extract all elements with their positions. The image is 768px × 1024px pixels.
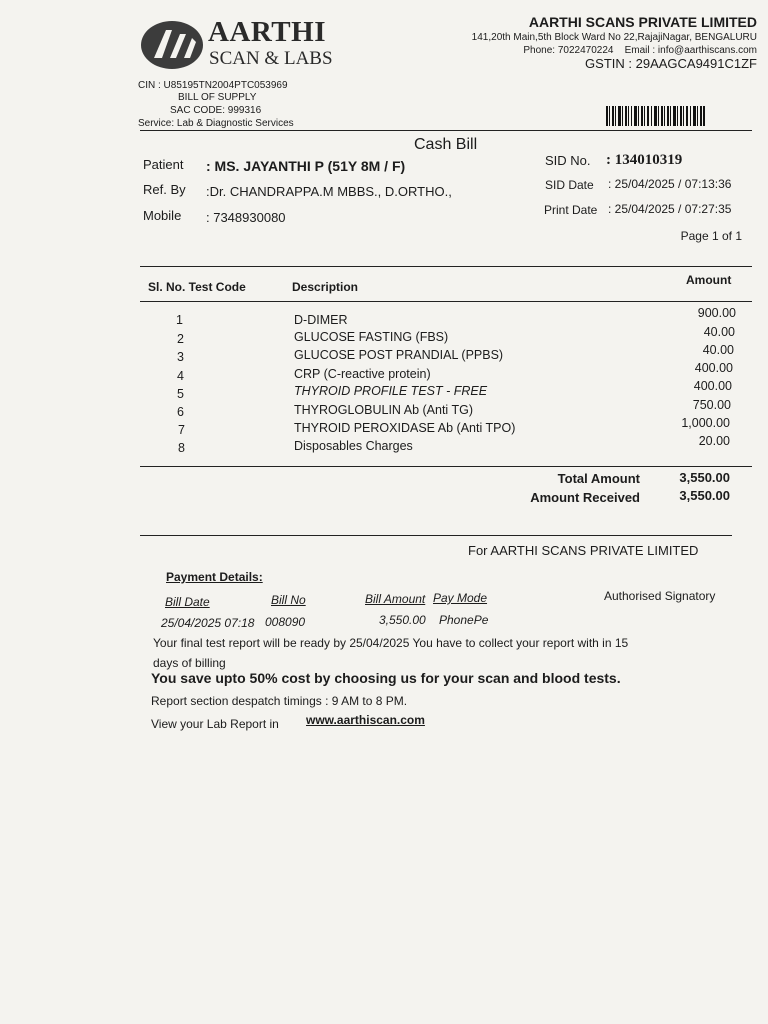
bill-date-header: Bill Date [165,595,210,609]
sid-value: : 134010319 [606,152,683,168]
authorised-signatory: Authorised Signatory [604,589,716,603]
company-gstin: GSTIN : 29AAGCA9491C1ZF [585,56,757,71]
row-sl: 1 [176,313,183,327]
total-amount-value: 3,550.00 [679,470,730,485]
company-name: AARTHI SCANS PRIVATE LIMITED [528,14,757,30]
print-date-value: : 25/04/2025 / 07:27:35 [608,202,732,216]
row-amount: 1,000.00 [681,416,730,430]
payment-bill-no: 008090 [265,615,306,629]
bill-amount-header: Bill Amount [365,592,426,606]
row-amount: 750.00 [692,398,731,412]
header-amount: Amount [686,273,732,287]
bill-type: BILL OF SUPPLY [178,92,257,103]
company-address: 141,20th Main,5th Block Ward No 22,RajajiNagar, BENGALURU [471,32,757,43]
row-amount: 400.00 [693,379,732,393]
website-link[interactable]: www.aarthiscan.com [306,713,425,727]
logo-name: AARTHI [208,16,326,48]
patient-label: Patient [143,157,184,172]
row-description: GLUCOSE FASTING (FBS) [294,330,449,344]
barcode-icon [606,106,706,126]
row-description: Disposables Charges [294,439,413,453]
for-company: For AARTHI SCANS PRIVATE LIMITED [468,543,699,558]
mobile-value: : 7348930080 [206,210,286,225]
savings-message: You save upto 50% cost by choosing us for your scan and blood tests. [151,670,621,686]
company-contact [523,45,757,56]
sac-code: SAC CODE: 999316 [170,105,262,116]
row-sl: 3 [177,350,184,364]
row-sl: 5 [177,387,184,401]
sid-date-label: SID Date [545,178,594,192]
row-sl: 6 [177,405,184,419]
despatch-timings: Report section despatch timings : 9 AM to 8 PM. [151,694,408,708]
row-description: D-DIMER [294,313,348,327]
patient-value: : MS. JAYANTHI P (51Y 8M / F) [206,158,406,174]
header-divider [140,130,752,131]
total-amount-label: Total Amount [557,471,640,486]
row-amount: 20.00 [698,434,730,448]
payment-bill-date: 25/04/2025 07:18 [161,616,255,630]
payment-details-heading: Payment Details: [166,570,263,584]
pay-mode-header: Pay Mode [433,591,488,605]
payment-pay-mode: PhonePe [439,613,489,627]
bill-no-header: Bill No [271,593,306,607]
report-ready-line1: Your final test report will be ready by 25/04/2025 You have to collect your report with in 15 [153,636,629,650]
amount-received-label: Amount Received [530,490,640,505]
row-sl: 7 [178,423,185,437]
table-top-rule [140,266,752,267]
ref-by-value: :Dr. CHANDRAPPA.M MBBS., D.ORTHO., [206,184,452,199]
row-description: CRP (C-reactive protein) [294,367,431,381]
row-description: THYROID PROFILE TEST - FREE [294,384,488,398]
row-description: THYROID PEROXIDASE Ab (Anti TPO) [294,421,516,435]
cin-number: CIN : U85195TN2004PTC053969 [138,80,288,91]
service-type: Service: Lab & Diagnostic Services [138,118,294,129]
company-email: Email : info@aarthiscans.com [624,45,757,56]
row-sl: 2 [177,332,184,346]
amount-received-value: 3,550.00 [679,488,730,503]
payment-bill-amount: 3,550.00 [379,613,426,627]
row-sl: 8 [178,441,185,455]
row-sl: 4 [177,369,184,383]
row-amount: 40.00 [703,325,735,339]
sid-label: SID No. [545,153,591,168]
view-report-label: View your Lab Report in [151,717,279,731]
table-header-rule [140,301,752,302]
header-sl-test-code: Sl. No. Test Code [148,280,246,294]
page-number: Page 1 of 1 [680,229,742,243]
mobile-label: Mobile [143,208,182,223]
row-amount: 400.00 [694,361,733,375]
bill-title: Cash Bill [414,136,478,153]
ref-by-label: Ref. By [143,182,186,197]
table-bottom-rule [140,466,752,467]
footer-divider [140,535,732,536]
report-ready-line2: days of billing [153,656,226,670]
row-description: THYROGLOBULIN Ab (Anti TG) [294,403,473,417]
row-amount: 40.00 [702,343,734,357]
print-date-label: Print Date [544,203,598,217]
sid-date-value: : 25/04/2025 / 07:13:36 [608,177,732,191]
logo-subtitle: SCAN & LABS [209,48,333,69]
company-phone: Phone: 7022470224 [523,45,614,56]
header-description: Description [292,280,359,294]
company-logo-icon [140,20,204,70]
row-amount: 900.00 [697,306,736,320]
row-description: GLUCOSE POST PRANDIAL (PPBS) [294,348,504,362]
